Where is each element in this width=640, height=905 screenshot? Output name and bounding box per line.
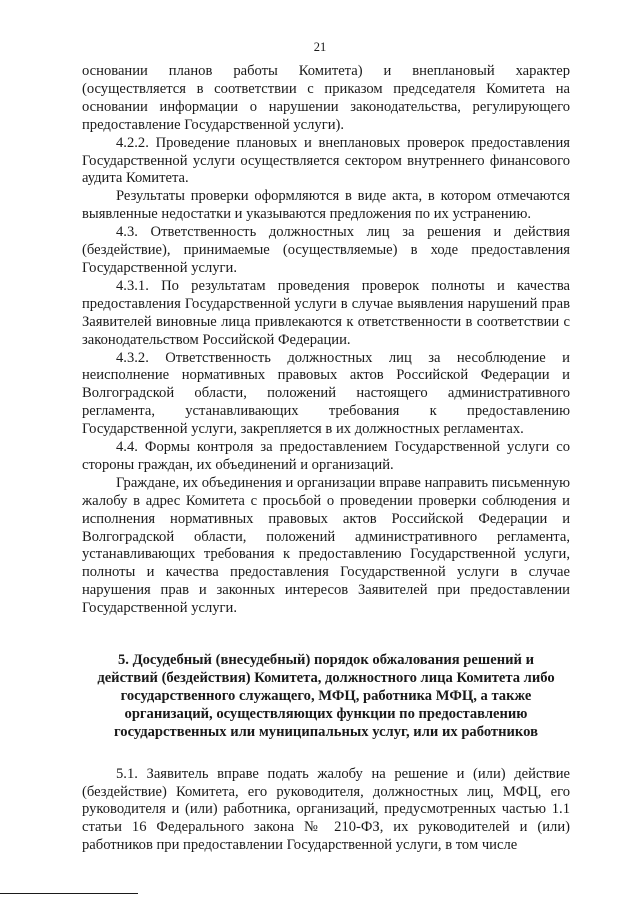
paragraph: основании планов работы Комитета) и внеплановый характер (осуществляется в соответствии с приказом председателя Комитета на основании информации о нарушении законодательства, регулирующего предоставление Государственной услуги).	[82, 63, 570, 133]
footnote-divider	[0, 893, 138, 894]
paragraph: 4.3. Ответственность должностных лиц за решения и действия (бездействие), принимаемые (осуществляемые) в ходе предоставления Государственной услуги.	[82, 224, 570, 276]
paragraph: Граждане, их объединения и организации вправе направить письменную жалобу в адрес Комитета с просьбой о проведении проверки соблюдения и исполнения нормативных правовых актов Российской Федерации и Волгоградской области, положений административного регламента, устанавливающих требования к предоставлению Государственной услуги, полноты и качества предоставления Государственной услуги в случае нарушения прав и законных интересов Заявителей при предоставлении Государственной услуги.	[82, 474, 570, 617]
paragraph: 4.3.2. Ответственность должностных лиц за несоблюдение и неисполнение нормативных правовых актов Российской Федерации и Волгоградской области, положений настоящего административного регламента, устанавливающих требования к предоставлению Государственной услуги, закрепляется в их должностных регламентах.	[82, 349, 570, 438]
paragraph: 5.1. Заявитель вправе подать жалобу на решение и (или) действие (бездействие) Комитета, его руководителя, должностных лиц, МФЦ, его руководителя и (или) работника, организаций, предусмотренных частью 1.1 статьи 16 Федерального закона № 210-ФЗ, их руководителей и (или) работников при предоставлении Государственной услуги, в том числе	[82, 765, 570, 854]
paragraph: 4.3.1. По результатам проведения проверок полноты и качества предоставления Государственной услуги в случае выявления нарушений прав Заявителей виновные лица привлекаются к ответственности в соответствии с законодательством Российской Федерации.	[82, 277, 570, 348]
page-number: 21	[313, 40, 327, 54]
paragraph: Результаты проверки оформляются в виде акта, в котором отмечаются выявленные недостатки и указываются предложения по их устранению.	[82, 188, 570, 223]
document-body	[82, 63, 570, 855]
paragraph: 4.2.2. Проведение плановых и внеплановых проверок предоставления Государственной услуги осуществляется сектором внутреннего финансового аудита Комитета.	[82, 134, 570, 187]
section-heading: 5. Досудебный (внесудебный) порядок обжалования решений и действий (бездействия) Комитета, должностного лица Комитета либо государственного служащего, МФЦ, работника МФЦ, а также организаций, осуществляющих функции по предоставлению государственных или муниципальных услуг, или их работников	[97, 652, 555, 740]
paragraph: 4.4. Формы контроля за предоставлением Государственной услуги со стороны граждан, их объединений и организаций.	[82, 439, 570, 473]
